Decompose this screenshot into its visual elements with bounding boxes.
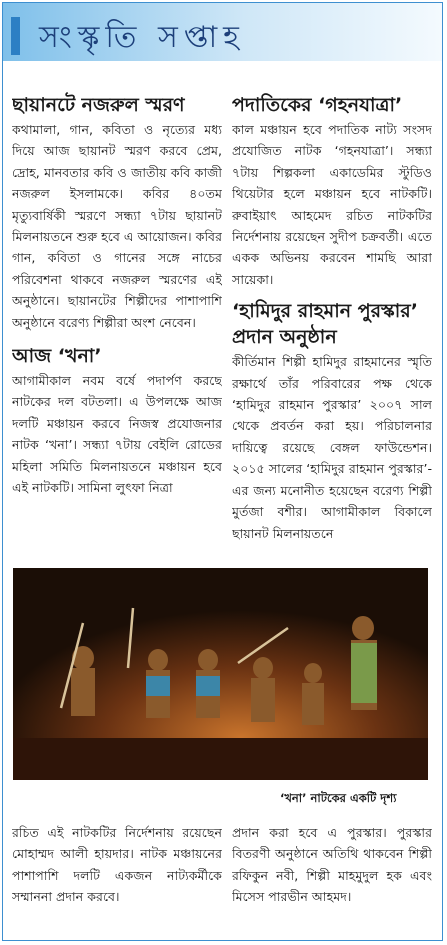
body-hamidur-continued: প্রদান করা হবে এ পুরস্কার। পুরস্কার বিতরণী অনুষ্ঠানে অতিথি থাকবেন শিল্পী রফিকুন নবী, শিল্পী মাহমুদুল হক এবং মিসেস পারভীন আহমদ। xyxy=(232,825,432,905)
bottom-left-text xyxy=(12,822,222,937)
photo-caption: ‘খনা’ নাটকের একটি দৃশ্য xyxy=(280,791,397,805)
stage-scene-illustration xyxy=(13,568,428,780)
headline-hamidur: ‘হামিদুর রাহমান পুরস্কার’ প্রদান অনুষ্ঠান xyxy=(232,300,418,349)
article-nazrul xyxy=(12,92,222,333)
section-title: সংস্কৃতি সপ্তাহ xyxy=(39,20,245,55)
body-gohonjatra: কাল মঞ্চায়ন হবে পদাতিক নাট্য সংসদ প্রযোজিত নাটক ‘গহনযাত্রা’। সন্ধ্যা ৭টায় শিল্পকলা একাডেমির স্টুডিও থিয়েটার হলে মঞ্চায়ন হবে নাটকটি। রুবাইয়াৎ আহমেদ রচিত নাটকটির নির্দেশনায় রয়েছেন সুদীপ চক্রবর্তী। এতে একক অভিনয় করবেন শামছি আরা সায়েকা। xyxy=(232,122,432,287)
article-gohonjatra xyxy=(232,92,432,290)
body-hamidur: কীর্তিমান শিল্পী হামিদুর রাহমানের স্মৃতি রক্ষার্থে তাঁর পরিবারের পক্ষ থেকে ‘হামিদুর রাহমান পুরস্কার’ ২০০৭ সাল থেকে প্রবর্তন করা হয়। পরিচালনার দায়িত্বে রয়েছে বেঙ্গল ফাউন্ডেশন। ২০১৫ সালের ‘হামিদুর রাহমান পুরস্কার’-এর জন্য মনোনীত হয়েছেন বরেণ্য শিল্পী মুর্তজা বশীর। আগামীকাল বিকালে ছায়ানট মিলনায়তনে xyxy=(232,354,432,541)
stage-photo xyxy=(13,568,428,780)
body-nazrul: কথামালা, গান, কবিতা ও নৃত্যের মধ্য দিয়ে আজ ছায়ানট স্মরণ করবে প্রেম, দ্রোহ, মানবতার কবি ও জাতীয় কবি কাজী নজরুল ইসলামকে। কবির ৪০তম মৃত্যুবার্ষিকী স্মরণে সন্ধ্যা ৭টায় ছায়ানট মিলনায়তনে শুরু হবে এ আয়োজন। কবির গান, কবিতা ও গানের সঙ্গে নাচের পরিবেশনা থাকবে নজরুল স্মরণের এই অনুষ্ঠানে। ছায়ানটের শিল্পীদের পাশাপাশি অনুষ্ঠানে বরেণ্য শিল্পীরা অংশ নেবেন। xyxy=(12,122,222,330)
left-column xyxy=(12,92,222,562)
headline-gohonjatra: পদাতিকের ‘গহনযাত্রা’ xyxy=(232,94,403,116)
article-khona xyxy=(12,343,222,498)
banner-accent-bar xyxy=(11,17,20,55)
bottom-right-text xyxy=(232,822,432,937)
headline-nazrul: ছায়ানটে নজরুল স্মরণ xyxy=(12,94,185,116)
right-column xyxy=(232,92,432,562)
section-banner xyxy=(3,3,442,61)
headline-khona: আজ ‘খনা’ xyxy=(12,345,102,368)
article-hamidur xyxy=(232,298,432,544)
body-khona-continued: রচিত এই নাটকটির নির্দেশনায় রয়েছেন মোহাম্মদ আলী হায়দার। নাটক মঞ্চায়নের পাশাপাশি দলটি একজন নাট্যকর্মীকে সম্মাননা প্রদান করবে। xyxy=(12,825,222,905)
body-khona: আগামীকাল নবম বর্ষে পদার্পণ করছে নাটকের দল বটতলা। এ উপলক্ষে আজ দলটি মঞ্চায়ন করবে নিজস্ব প্রযোজনার নাটক ‘খনা’। সন্ধ্যা ৭টায় বেইলি রোডের মহিলা সমিতি মিলনায়তনে মঞ্চায়ন হবে এই নাটকটি। সামিনা লুৎফা নিত্রা xyxy=(12,373,222,496)
